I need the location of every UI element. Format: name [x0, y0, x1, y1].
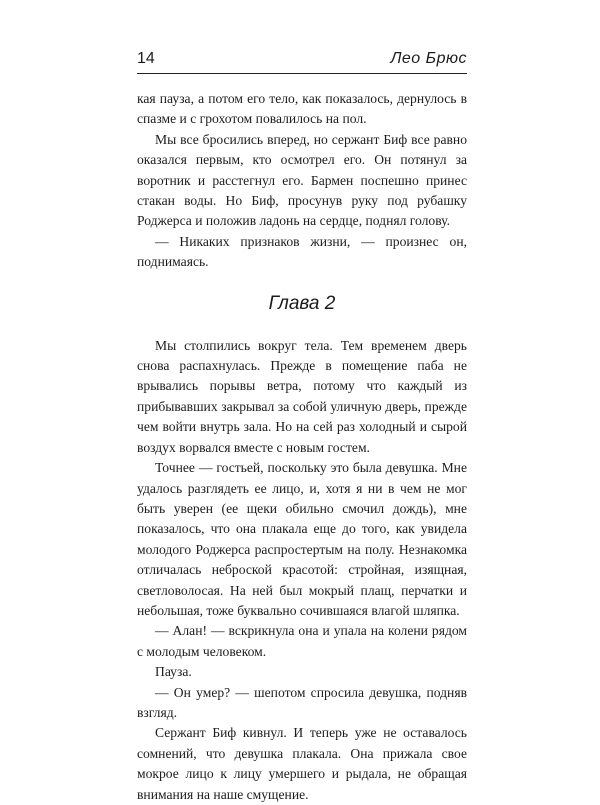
paragraph: кая пауза, а потом его тело, как показалось, дернулось в спазме и с грохотом повалилось на пол.: [137, 91, 467, 127]
paragraph: Мы все бросились вперед, но сержант Биф все равно оказался первым, кто осмотрел его. Он потянул за воротник и расстегнул его. Бармен поспешно принес стакан воды. Но Биф, просунув руку под рубашку Роджерса и положив ладонь на сердце, поднял голову.: [137, 131, 467, 229]
header-rule: [137, 73, 467, 74]
paragraph: — Никаких признаков жизни, — произнес он, поднимаясь.: [137, 233, 467, 270]
paragraph: — Алан! — вскрикнула она и упала на колени рядом с молодым человеком.: [137, 623, 467, 659]
paragraph: Пауза.: [155, 664, 192, 680]
paragraph: — Он умер? — шепотом спросила девушка, подняв взгляд.: [137, 684, 467, 720]
running-title: Лео Брюс: [390, 50, 467, 67]
chapter-heading: Глава 2: [268, 292, 336, 314]
page-body: [137, 89, 467, 805]
page-number: 14: [137, 50, 155, 67]
paragraph: Точнее — гостьей, поскольку это была девушка. Мне удалось разглядеть ее лицо, и, хотя я ни в чем не мог быть уверен (ее щеки обильно смочил дождь), мне показалось, что она плакала еще до того, как увидела молодого Роджерса распростертым на полу. Незнакомка отличалась неброской красотой: стройная, изящная, светловолосая. На ней был мокрый плащ, перчатки и небольшая, тоже буквально сочившаяся влагой шляпка.: [137, 460, 467, 618]
paragraph: Мы столпились вокруг тела. Тем временем дверь снова распахнулась. Прежде в помещение паба не врывались порывы ветра, потому что каждый из прибывавших закрывал за собой уличную дверь, прежде чем войти внутрь зала. Но на сей раз холодный и сырой воздух ворвался вместе с новым гостем.: [137, 337, 467, 455]
page-header: [137, 48, 467, 74]
paragraph: Сержант Биф кивнул. И теперь уже не оставалось сомнений, что девушка плакала. Она прижала свое мокрое лицо к лицу умершего и рыдала, не обращая внимания на наше смущение.: [137, 725, 467, 802]
